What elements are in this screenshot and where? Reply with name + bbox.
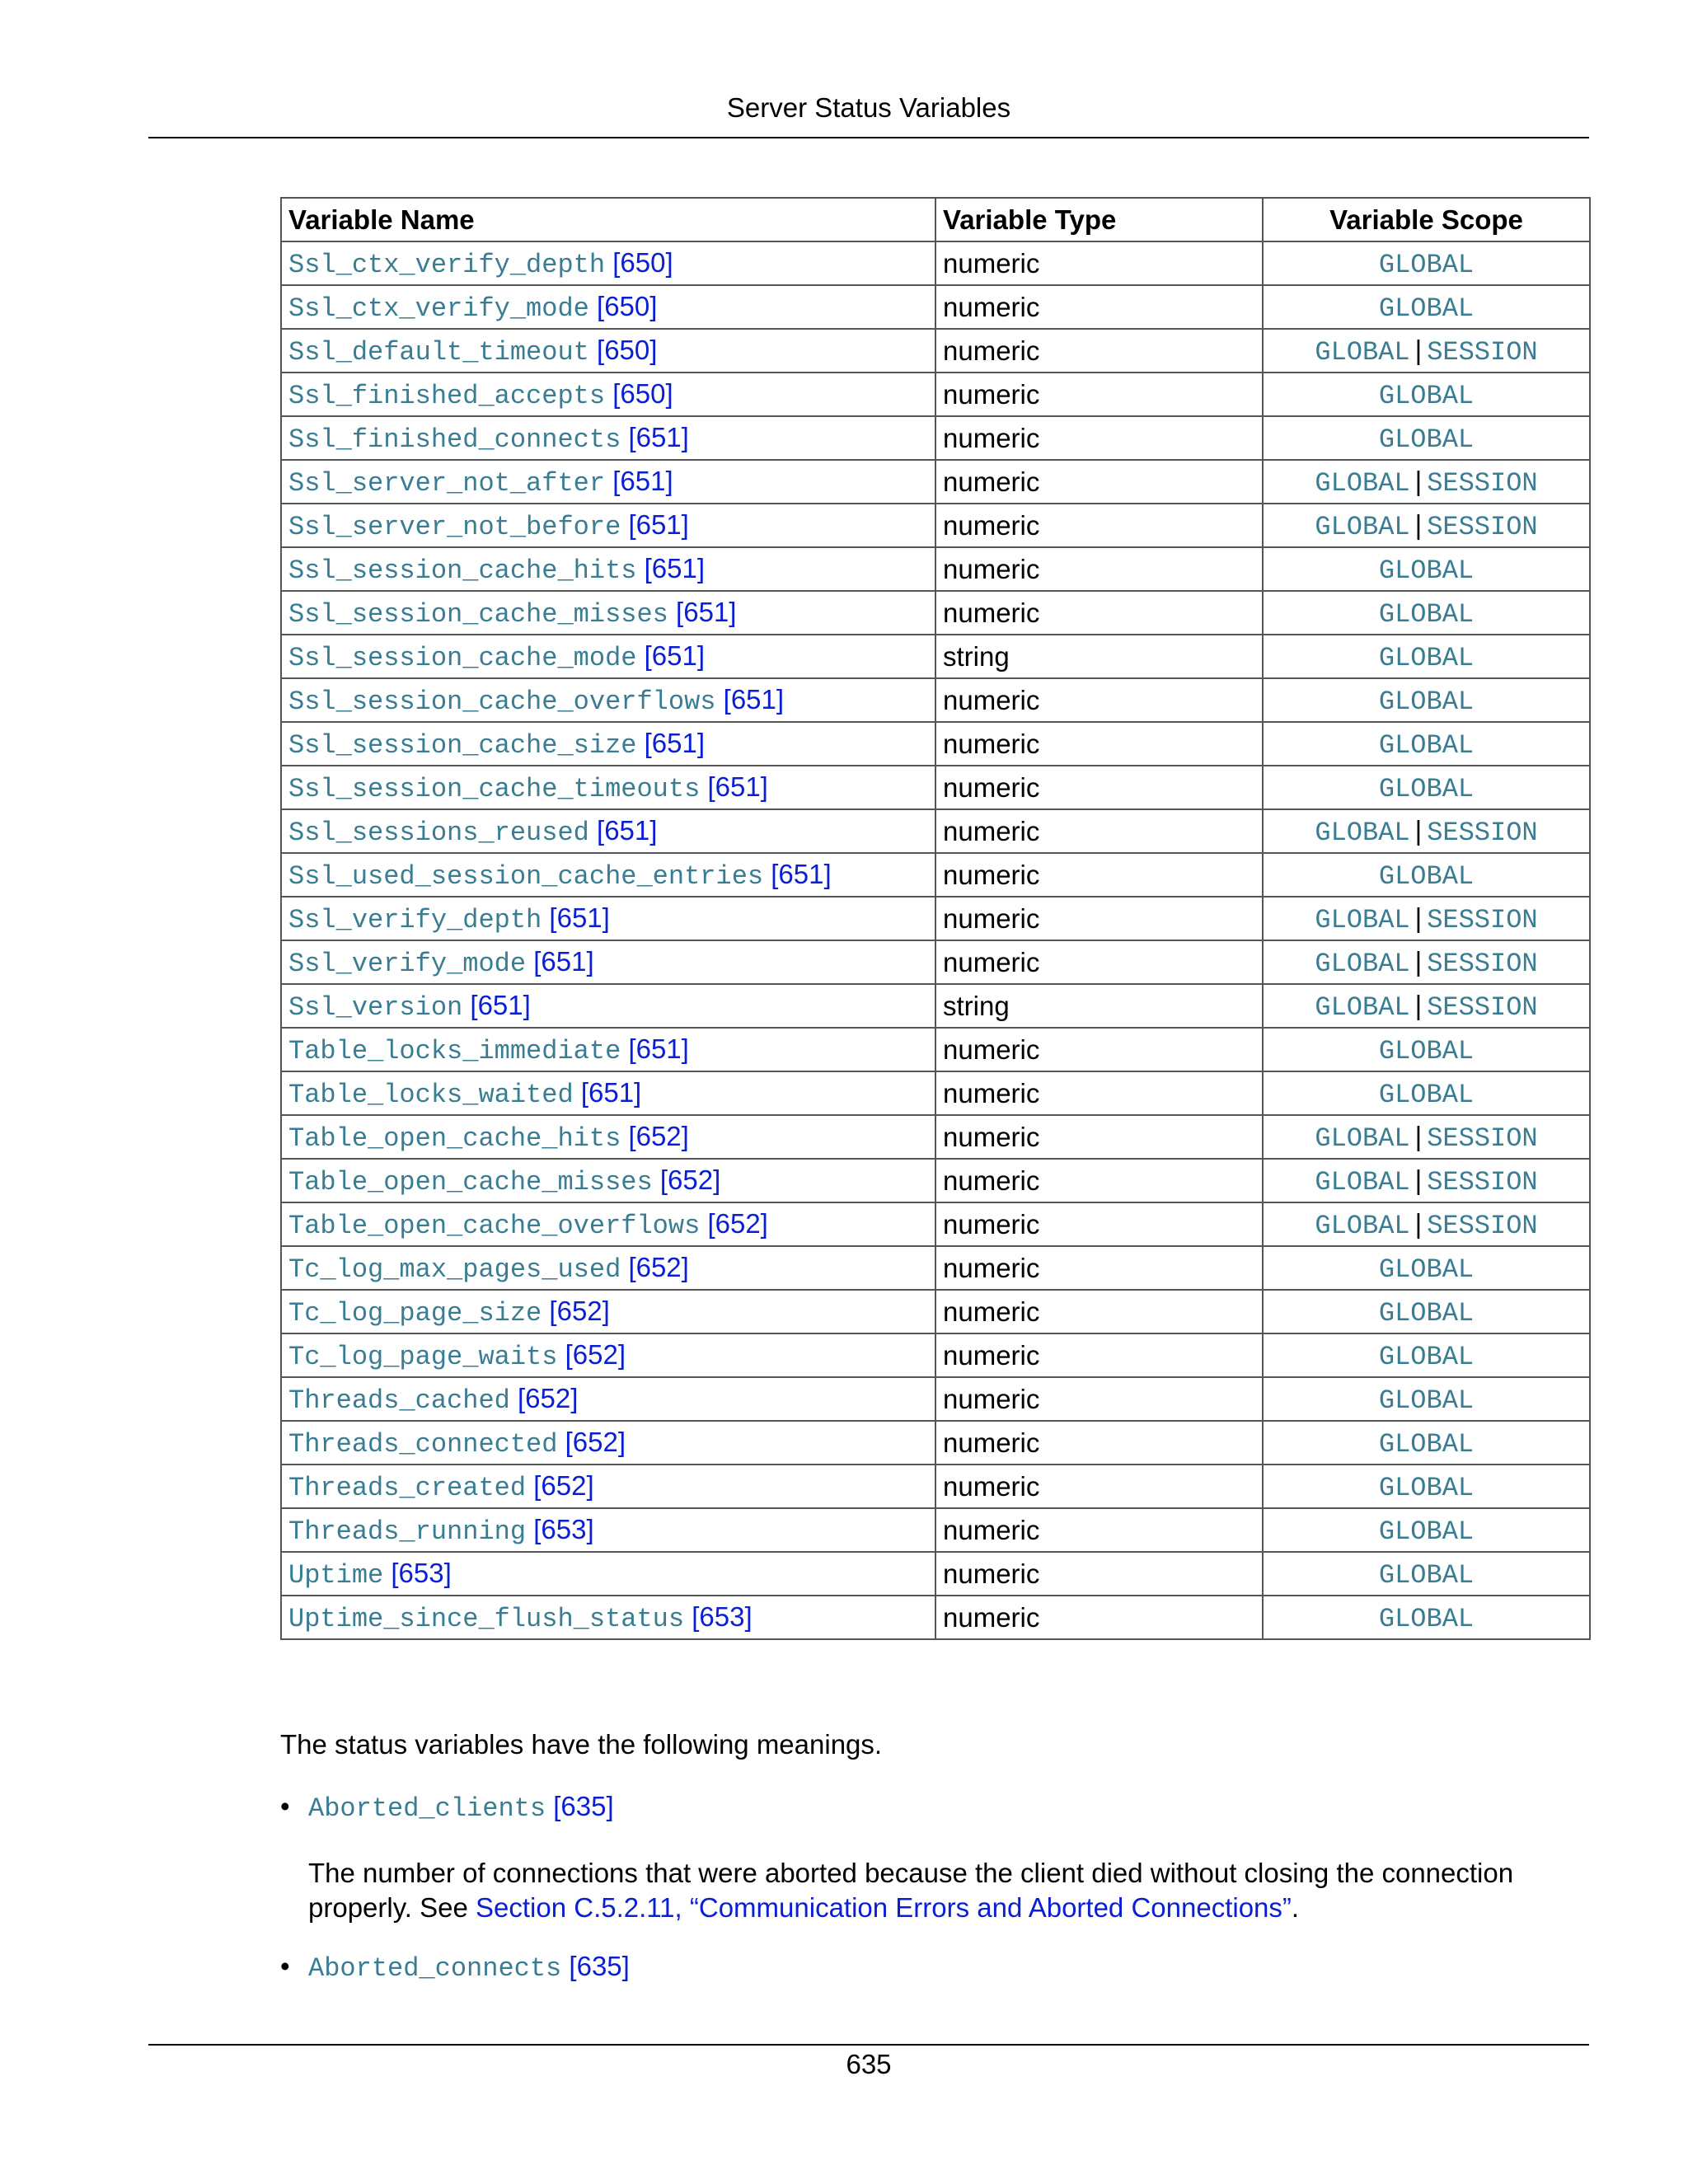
variable-type-cell: numeric (935, 416, 1263, 460)
variable-name-cell (281, 1421, 935, 1465)
variable-name-cell (281, 1377, 935, 1421)
table-row (281, 722, 1590, 766)
page-reference-link[interactable]: [651] (628, 509, 689, 540)
scope-session: SESSION (1427, 1122, 1538, 1154)
page-reference-link[interactable]: [650] (597, 334, 658, 365)
table-row (281, 1596, 1590, 1639)
variable-name-cell (281, 241, 935, 285)
scope-session: SESSION (1427, 1166, 1538, 1197)
variable-name-cell (281, 1290, 935, 1333)
footer-rule (148, 2044, 1589, 2046)
variable-scope-cell (1263, 1071, 1590, 1115)
table-row (281, 416, 1590, 460)
table-row (281, 460, 1590, 504)
page-reference-link[interactable]: [650] (597, 290, 658, 321)
page-reference-link[interactable]: [652] (628, 1120, 689, 1151)
variable-type-cell: numeric (935, 1596, 1263, 1639)
status-variables-table (280, 197, 1591, 1640)
page-reference-link[interactable]: [652] (565, 1338, 626, 1370)
variable-scope-cell (1263, 940, 1590, 984)
variable-type-cell: numeric (935, 853, 1263, 897)
table-row (281, 635, 1590, 678)
scope-separator: | (1414, 1164, 1423, 1195)
variable-name[interactable]: Ssl_finished_accepts (288, 380, 606, 411)
scope-separator: | (1414, 1207, 1423, 1239)
variable-type-cell: numeric (935, 460, 1263, 504)
header-rule (148, 137, 1589, 138)
scope-global: GLOBAL (1378, 1603, 1475, 1634)
scope-global: GLOBAL (1315, 1166, 1410, 1197)
page-reference-link[interactable]: [652] (518, 1382, 579, 1413)
variable-name-cell (281, 1159, 935, 1202)
table-row (281, 766, 1590, 809)
scope-global: GLOBAL (1378, 249, 1475, 280)
table-row (281, 1290, 1590, 1333)
page-reference-link[interactable]: [635] (553, 1791, 614, 1821)
variable-name-cell (281, 853, 935, 897)
variable-type-cell: numeric (935, 1115, 1263, 1159)
variable-type-cell: numeric (935, 329, 1263, 373)
table-row (281, 241, 1590, 285)
page-reference-link[interactable]: [652] (533, 1469, 594, 1501)
variable-name[interactable]: Threads_connected (288, 1428, 558, 1460)
variable-name[interactable]: Ssl_session_cache_timeouts (288, 773, 701, 804)
variable-type-cell: numeric (935, 373, 1263, 416)
page-reference-link[interactable]: [653] (391, 1557, 452, 1588)
variable-scope-cell (1263, 241, 1590, 285)
variable-name[interactable]: Ssl_used_session_cache_entries (288, 860, 764, 892)
scope-session: SESSION (1427, 817, 1538, 848)
variable-scope-cell (1263, 1246, 1590, 1290)
variable-name[interactable]: Table_open_cache_hits (288, 1122, 621, 1154)
table-row (281, 591, 1590, 635)
table-row (281, 678, 1590, 722)
variable-scope-cell (1263, 897, 1590, 940)
scope-global: GLOBAL (1315, 948, 1410, 979)
variable-type-cell: numeric (935, 678, 1263, 722)
scope-session: SESSION (1427, 1210, 1538, 1241)
variable-name-cell (281, 504, 935, 547)
variable-scope-cell (1263, 722, 1590, 766)
variable-type-cell: numeric (935, 1159, 1263, 1202)
table-row (281, 1465, 1590, 1508)
variable-name[interactable]: Uptime_since_flush_status (288, 1603, 685, 1634)
variable-name[interactable]: Tc_log_max_pages_used (288, 1254, 621, 1285)
table-row (281, 504, 1590, 547)
variable-name-cell (281, 809, 935, 853)
table-row (281, 547, 1590, 591)
scope-global: GLOBAL (1315, 1210, 1410, 1241)
variable-type-cell: numeric (935, 241, 1263, 285)
variable-type-cell: numeric (935, 1377, 1263, 1421)
variable-type-cell: numeric (935, 1552, 1263, 1596)
page-reference-link[interactable]: [651] (597, 814, 658, 846)
scope-global: GLOBAL (1378, 729, 1475, 761)
variable-name[interactable]: Ssl_server_not_after (288, 467, 606, 499)
variable-scope-cell (1263, 853, 1590, 897)
variable-name-cell (281, 897, 935, 940)
table-row (281, 373, 1590, 416)
variable-name[interactable]: Ssl_session_cache_hits (288, 555, 637, 586)
variable-name[interactable]: Ssl_ctx_verify_mode (288, 293, 589, 324)
variable-scope-cell (1263, 1421, 1590, 1465)
variable-name[interactable]: Ssl_session_cache_overflows (288, 686, 716, 717)
table-row (281, 285, 1590, 329)
table-row (281, 1028, 1590, 1071)
variable-type-cell: numeric (935, 1290, 1263, 1333)
table-row (281, 1377, 1590, 1421)
bullet: • (280, 1951, 290, 1981)
variable-name-cell (281, 635, 935, 678)
page-reference-link[interactable]: [651] (644, 552, 706, 583)
variable-name-cell (281, 1508, 935, 1552)
variable-type-cell: numeric (935, 897, 1263, 940)
variable-name[interactable]: Uptime (288, 1559, 384, 1591)
variable-name-cell (281, 678, 935, 722)
variable-type-cell: numeric (935, 547, 1263, 591)
page-reference-link[interactable]: [651] (628, 1033, 689, 1064)
variable-name[interactable]: Ssl_version (288, 991, 463, 1023)
page-reference-link[interactable]: [651] (549, 902, 610, 933)
variable-scope-cell (1263, 635, 1590, 678)
variable-name-cell (281, 1202, 935, 1246)
variable-name-cell (281, 1333, 935, 1377)
variable-name[interactable]: Table_open_cache_overflows (288, 1210, 701, 1241)
scope-global: GLOBAL (1378, 1297, 1475, 1329)
page-reference-link[interactable]: [653] (533, 1513, 594, 1544)
variable-scope-cell (1263, 1508, 1590, 1552)
scope-global: GLOBAL (1315, 904, 1410, 935)
variable-name[interactable]: Ssl_session_cache_size (288, 729, 637, 761)
variable-scope-cell (1263, 1552, 1590, 1596)
variable-name[interactable]: Ssl_sessions_reused (288, 817, 589, 848)
variable-type-cell: string (935, 635, 1263, 678)
variable-scope-cell (1263, 809, 1590, 853)
table-row (281, 853, 1590, 897)
scope-global: GLOBAL (1378, 380, 1475, 411)
variable-type-cell: string (935, 984, 1263, 1028)
page-reference-link[interactable]: [651] (771, 858, 832, 889)
section-link[interactable]: Section C.5.2.11, “Communication Errors and Aborted Connections” (476, 1892, 1292, 1923)
column-header-type: Variable Type (935, 198, 1263, 241)
variable-type-cell: numeric (935, 285, 1263, 329)
column-header-name: Variable Name (281, 198, 935, 241)
variable-scope-cell (1263, 1596, 1590, 1639)
page-reference-link[interactable]: [652] (549, 1295, 610, 1326)
variable-name-cell (281, 1552, 935, 1596)
scope-global: GLOBAL (1315, 511, 1410, 542)
variable-name[interactable]: Threads_running (288, 1516, 527, 1547)
variable-name-cell (281, 1596, 935, 1639)
variable-type-cell: numeric (935, 1202, 1263, 1246)
scope-session: SESSION (1427, 467, 1538, 499)
scope-separator: | (1414, 1120, 1423, 1151)
scope-global: GLOBAL (1378, 1559, 1475, 1591)
scope-global: GLOBAL (1315, 817, 1410, 848)
table-row (281, 1333, 1590, 1377)
variable-type-cell: numeric (935, 504, 1263, 547)
page-header-title: Server Status Variables (726, 92, 1011, 123)
scope-separator: | (1414, 334, 1423, 365)
scope-global: GLOBAL (1378, 1341, 1475, 1372)
page-reference-link[interactable]: [653] (692, 1601, 753, 1632)
intro-text: The status variables have the following meanings. (280, 1729, 883, 1760)
page-reference-link[interactable]: [652] (707, 1207, 768, 1239)
variable-scope-cell (1263, 1333, 1590, 1377)
variable-name-cell (281, 1028, 935, 1071)
variable-name[interactable]: Threads_created (288, 1472, 527, 1503)
variable-type-cell: numeric (935, 1465, 1263, 1508)
scope-session: SESSION (1427, 904, 1538, 935)
variable-name-cell (281, 329, 935, 373)
variable-scope-cell (1263, 504, 1590, 547)
page-reference-link[interactable]: [652] (628, 1251, 689, 1282)
scope-global: GLOBAL (1378, 1385, 1475, 1416)
variable-scope-cell (1263, 1377, 1590, 1421)
variable-type-cell: numeric (935, 1421, 1263, 1465)
scope-global: GLOBAL (1315, 991, 1410, 1023)
scope-global: GLOBAL (1378, 1472, 1475, 1503)
table-header-row (281, 198, 1590, 241)
list-item (280, 1951, 630, 1984)
variable-scope-cell (1263, 285, 1590, 329)
variable-scope-cell (1263, 678, 1590, 722)
scope-global: GLOBAL (1378, 1035, 1475, 1066)
table-body (281, 241, 1590, 1639)
variable-name-cell (281, 591, 935, 635)
page-reference-link[interactable]: [651] (580, 1076, 642, 1108)
variable-scope-cell (1263, 984, 1590, 1028)
variable-name[interactable]: Tc_log_page_waits (288, 1341, 558, 1372)
variable-name-cell (281, 1071, 935, 1115)
scope-global: GLOBAL (1378, 598, 1475, 630)
table-row (281, 940, 1590, 984)
page-reference-link[interactable]: [650] (612, 377, 673, 409)
variable-scope-cell (1263, 373, 1590, 416)
variable-name[interactable]: Table_open_cache_misses (288, 1166, 653, 1197)
description-text: The number of connections that were aborted because the client died without closing the connection properly. See (308, 1858, 1514, 1923)
column-header-scope: Variable Scope (1263, 198, 1590, 241)
page-reference-link[interactable]: [651] (628, 421, 689, 452)
scope-session: SESSION (1427, 948, 1538, 979)
scope-separator: | (1414, 814, 1423, 846)
variable-name-cell (281, 984, 935, 1028)
variable-type-cell: numeric (935, 1071, 1263, 1115)
scope-separator: | (1414, 509, 1423, 540)
variable-type-cell: numeric (935, 766, 1263, 809)
variable-name-cell (281, 1115, 935, 1159)
table-row (281, 1421, 1590, 1465)
scope-session: SESSION (1427, 336, 1538, 368)
variable-scope-cell (1263, 1159, 1590, 1202)
scope-global: GLOBAL (1378, 686, 1475, 717)
variable-name-cell (281, 460, 935, 504)
item-description (308, 1856, 1578, 1925)
scope-global: GLOBAL (1378, 555, 1475, 586)
scope-session: SESSION (1427, 511, 1538, 542)
scope-global: GLOBAL (1378, 642, 1475, 673)
scope-global: GLOBAL (1378, 1428, 1475, 1460)
scope-separator: | (1414, 902, 1423, 933)
scope-global: GLOBAL (1315, 1122, 1410, 1154)
scope-session: SESSION (1427, 991, 1538, 1023)
variable-type-cell: numeric (935, 1246, 1263, 1290)
scope-separator: | (1414, 465, 1423, 496)
page-reference-link[interactable]: [651] (723, 683, 785, 715)
table-row (281, 1115, 1590, 1159)
variable-name[interactable]: Ssl_server_not_before (288, 511, 621, 542)
variable-scope-cell (1263, 766, 1590, 809)
scope-global: GLOBAL (1315, 467, 1410, 499)
variable-scope-cell (1263, 547, 1590, 591)
variable-name[interactable]: Ssl_ctx_verify_depth (288, 249, 606, 280)
table-row (281, 1246, 1590, 1290)
variable-scope-cell (1263, 1290, 1590, 1333)
variable-type-cell: numeric (935, 591, 1263, 635)
variable-scope-cell (1263, 1028, 1590, 1071)
variable-type-cell: numeric (935, 809, 1263, 853)
variable-name[interactable]: Aborted_connects (308, 1953, 562, 1984)
table-row (281, 1159, 1590, 1202)
table-row (281, 809, 1590, 853)
page-number: 635 (846, 2049, 892, 2079)
variable-scope-cell (1263, 1465, 1590, 1508)
page-reference-link[interactable]: [651] (612, 465, 673, 496)
scope-global: GLOBAL (1378, 1516, 1475, 1547)
page-reference-link[interactable]: [652] (659, 1164, 721, 1195)
list-item (280, 1791, 614, 1824)
variable-scope-cell (1263, 1115, 1590, 1159)
page-reference-link[interactable]: [651] (533, 945, 594, 977)
page-reference-link[interactable]: [635] (569, 1951, 630, 1981)
variable-name-cell (281, 940, 935, 984)
page-reference-link[interactable]: [652] (565, 1426, 626, 1457)
variable-scope-cell (1263, 329, 1590, 373)
variable-type-cell: numeric (935, 722, 1263, 766)
variable-name[interactable]: Table_locks_waited (288, 1079, 574, 1110)
scope-separator: | (1414, 989, 1423, 1020)
variable-name-cell (281, 547, 935, 591)
variable-name[interactable]: Ssl_session_cache_mode (288, 642, 637, 673)
variable-name-cell (281, 285, 935, 329)
variable-type-cell: numeric (935, 1508, 1263, 1552)
scope-separator: | (1414, 945, 1423, 977)
variable-name[interactable]: Ssl_default_timeout (288, 336, 589, 368)
variable-type-cell: numeric (935, 1333, 1263, 1377)
variable-type-cell: numeric (935, 1028, 1263, 1071)
table-row (281, 1508, 1590, 1552)
table-row (281, 329, 1590, 373)
scope-global: GLOBAL (1378, 293, 1475, 324)
table-row (281, 984, 1590, 1028)
page-reference-link[interactable]: [650] (612, 246, 673, 278)
variable-name-cell (281, 416, 935, 460)
variable-scope-cell (1263, 460, 1590, 504)
variable-name[interactable]: Aborted_clients (308, 1793, 546, 1824)
variable-name[interactable]: Ssl_verify_depth (288, 904, 542, 935)
page-reference-link[interactable]: [651] (707, 771, 768, 802)
page-reference-link[interactable]: [651] (644, 640, 706, 671)
variable-name-cell (281, 766, 935, 809)
variable-name-cell (281, 722, 935, 766)
variable-name[interactable]: Threads_cached (288, 1385, 510, 1416)
description-end: . (1291, 1892, 1300, 1923)
table-row (281, 1202, 1590, 1246)
variable-scope-cell (1263, 591, 1590, 635)
variable-name[interactable]: Table_locks_immediate (288, 1035, 621, 1066)
variable-scope-cell (1263, 416, 1590, 460)
table-row (281, 1552, 1590, 1596)
variable-name-cell (281, 1246, 935, 1290)
variable-name[interactable]: Ssl_verify_mode (288, 948, 527, 979)
page-reference-link[interactable]: [651] (470, 989, 531, 1020)
table-row (281, 1071, 1590, 1115)
variable-name[interactable]: Tc_log_page_size (288, 1297, 542, 1329)
variable-name-cell (281, 373, 935, 416)
variable-name[interactable]: Ssl_session_cache_misses (288, 598, 668, 630)
variable-type-cell: numeric (935, 940, 1263, 984)
scope-global: GLOBAL (1378, 860, 1475, 892)
page-reference-link[interactable]: [651] (676, 596, 737, 627)
scope-global: GLOBAL (1378, 424, 1475, 455)
variable-scope-cell (1263, 1202, 1590, 1246)
table-row (281, 897, 1590, 940)
page-reference-link[interactable]: [651] (644, 727, 706, 758)
variable-name-cell (281, 1465, 935, 1508)
scope-global: GLOBAL (1378, 1079, 1475, 1110)
scope-global: GLOBAL (1378, 1254, 1475, 1285)
scope-global: GLOBAL (1315, 336, 1410, 368)
variable-name[interactable]: Ssl_finished_connects (288, 424, 621, 455)
scope-global: GLOBAL (1378, 773, 1475, 804)
bullet: • (280, 1791, 290, 1821)
